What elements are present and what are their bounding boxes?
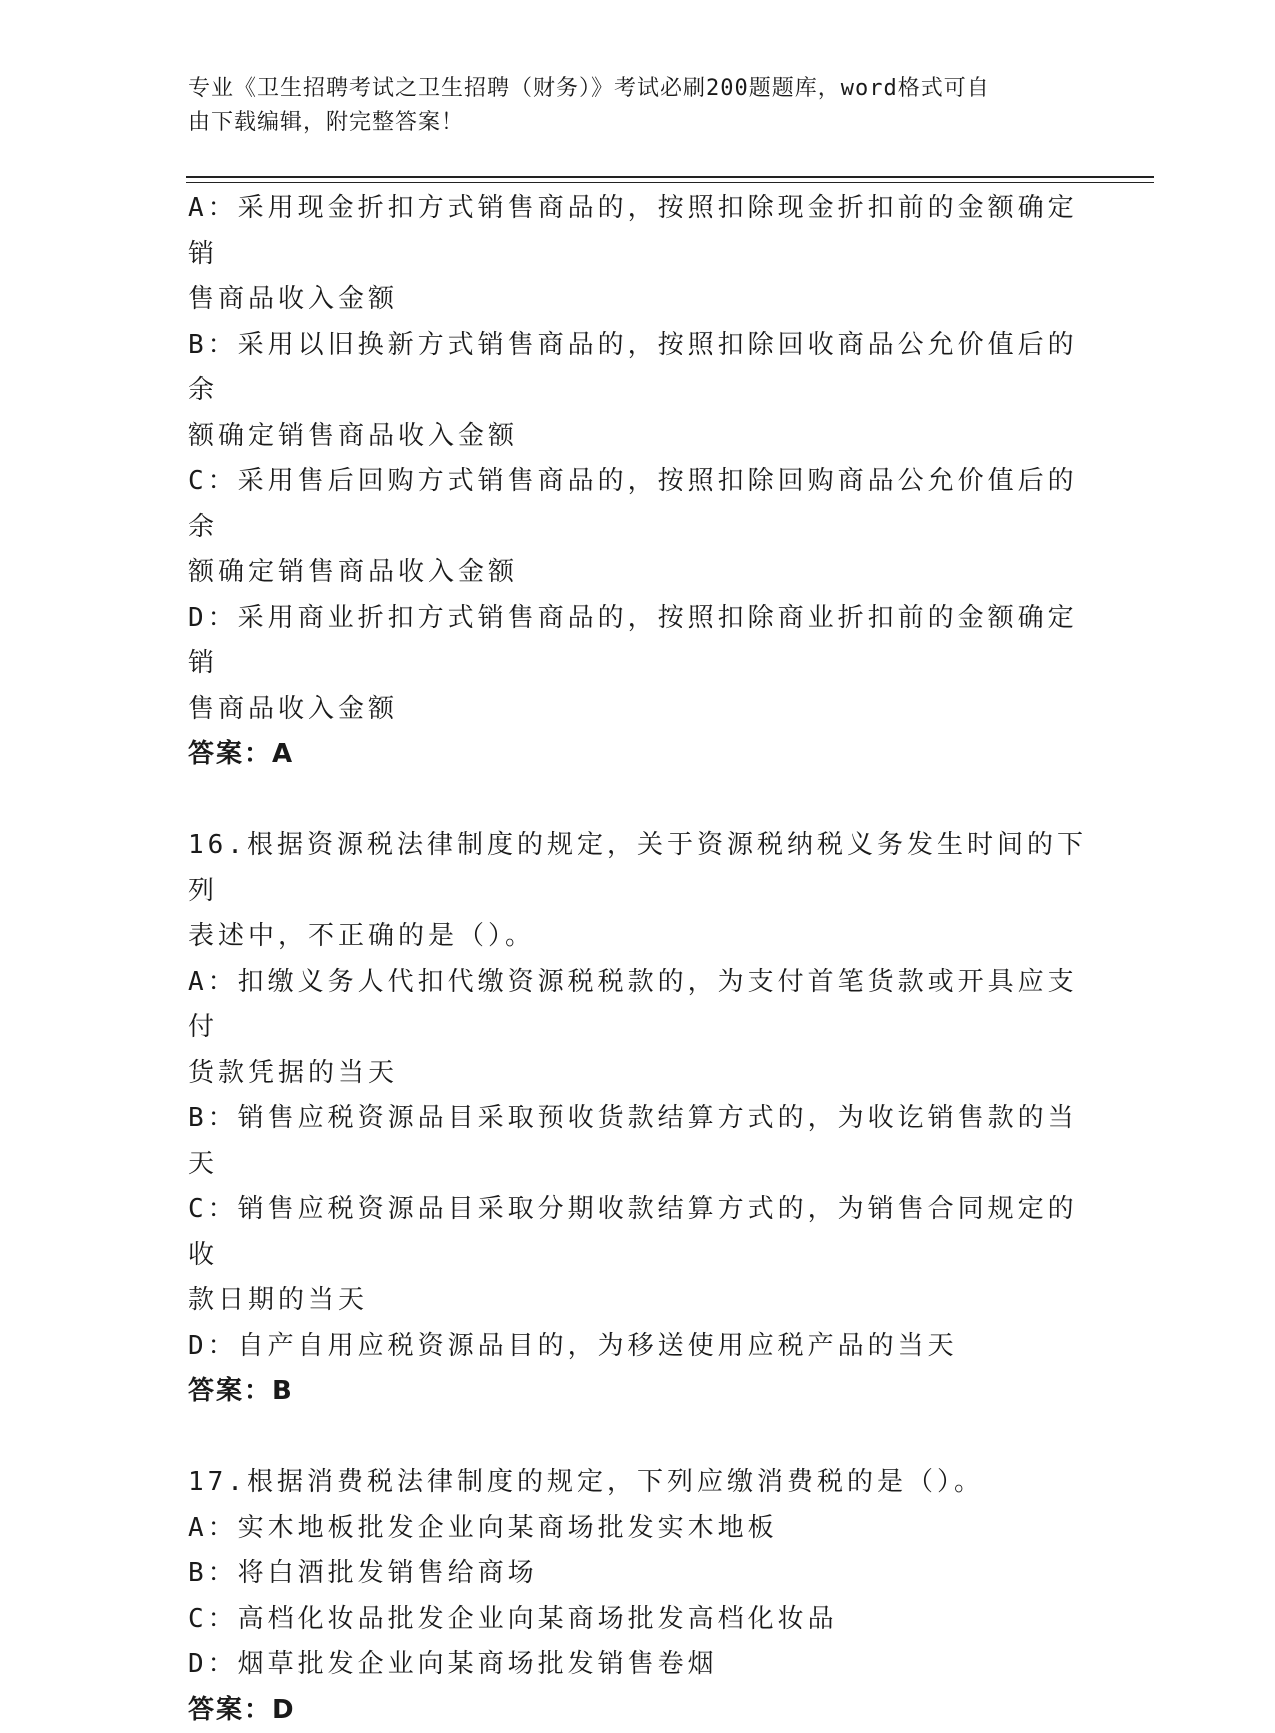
option-d-line-1: D：烟草批发企业向某商场批发销售卷烟	[188, 1642, 1088, 1688]
spacer	[188, 1415, 1088, 1461]
question-16	[188, 823, 1088, 1415]
option-a-line-2: 售商品收入金额	[188, 277, 1088, 323]
option-b-line-1: B：将白酒批发销售给商场	[188, 1551, 1088, 1597]
option-d-line-2: 售商品收入金额	[188, 687, 1088, 733]
answer-15: 答案：A	[188, 732, 1088, 778]
option-a-line-1: A：实木地板批发企业向某商场批发实木地板	[188, 1506, 1088, 1552]
header-line-2: 由下载编辑，附完整答案！	[188, 106, 1068, 140]
question-stem-line-1: 16.根据资源税法律制度的规定，关于资源税纳税义务发生时间的下列	[188, 823, 1088, 914]
option-b-line-2: 额确定销售商品收入金额	[188, 414, 1088, 460]
option-a-line-2: 货款凭据的当天	[188, 1051, 1088, 1097]
option-c-line-2: 款日期的当天	[188, 1278, 1088, 1324]
option-b-line-1: B：销售应税资源品目采取预收货款结算方式的，为收讫销售款的当天	[188, 1096, 1088, 1187]
option-c-line-1: C：高档化妆品批发企业向某商场批发高档化妆品	[188, 1597, 1088, 1643]
question-stem-line-1: 17.根据消费税法律制度的规定，下列应缴消费税的是（）。	[188, 1460, 1088, 1506]
question-17	[188, 1460, 1088, 1733]
option-c-line-2: 额确定销售商品收入金额	[188, 550, 1088, 596]
option-a-line-1: A：采用现金折扣方式销售商品的，按照扣除现金折扣前的金额确定销	[188, 186, 1088, 277]
option-a-line-1: A：扣缴义务人代扣代缴资源税税款的，为支付首笔货款或开具应支付	[188, 960, 1088, 1051]
header-line-1: 专业《卫生招聘考试之卫生招聘（财务）》考试必刷200题题库，word格式可自	[188, 72, 1068, 106]
document-body	[188, 186, 1088, 1733]
document-header	[188, 72, 1068, 140]
option-c-line-1: C：采用售后回购方式销售商品的，按照扣除回购商品公允价值后的余	[188, 459, 1088, 550]
header-divider-thick	[186, 176, 1154, 178]
answer-17: 答案：D	[188, 1688, 1088, 1733]
option-b-line-1: B：采用以旧换新方式销售商品的，按照扣除回收商品公允价值后的余	[188, 323, 1088, 414]
answer-16: 答案：B	[188, 1369, 1088, 1415]
spacer	[188, 778, 1088, 824]
option-c-line-1: C：销售应税资源品目采取分期收款结算方式的，为销售合同规定的收	[188, 1187, 1088, 1278]
header-divider-thin	[186, 182, 1154, 183]
option-d-line-1: D：采用商业折扣方式销售商品的，按照扣除商业折扣前的金额确定销	[188, 596, 1088, 687]
option-d-line-1: D：自产自用应税资源品目的，为移送使用应税产品的当天	[188, 1324, 1088, 1370]
question-stem-line-2: 表述中，不正确的是（）。	[188, 914, 1088, 960]
question-15-continued	[188, 186, 1088, 778]
